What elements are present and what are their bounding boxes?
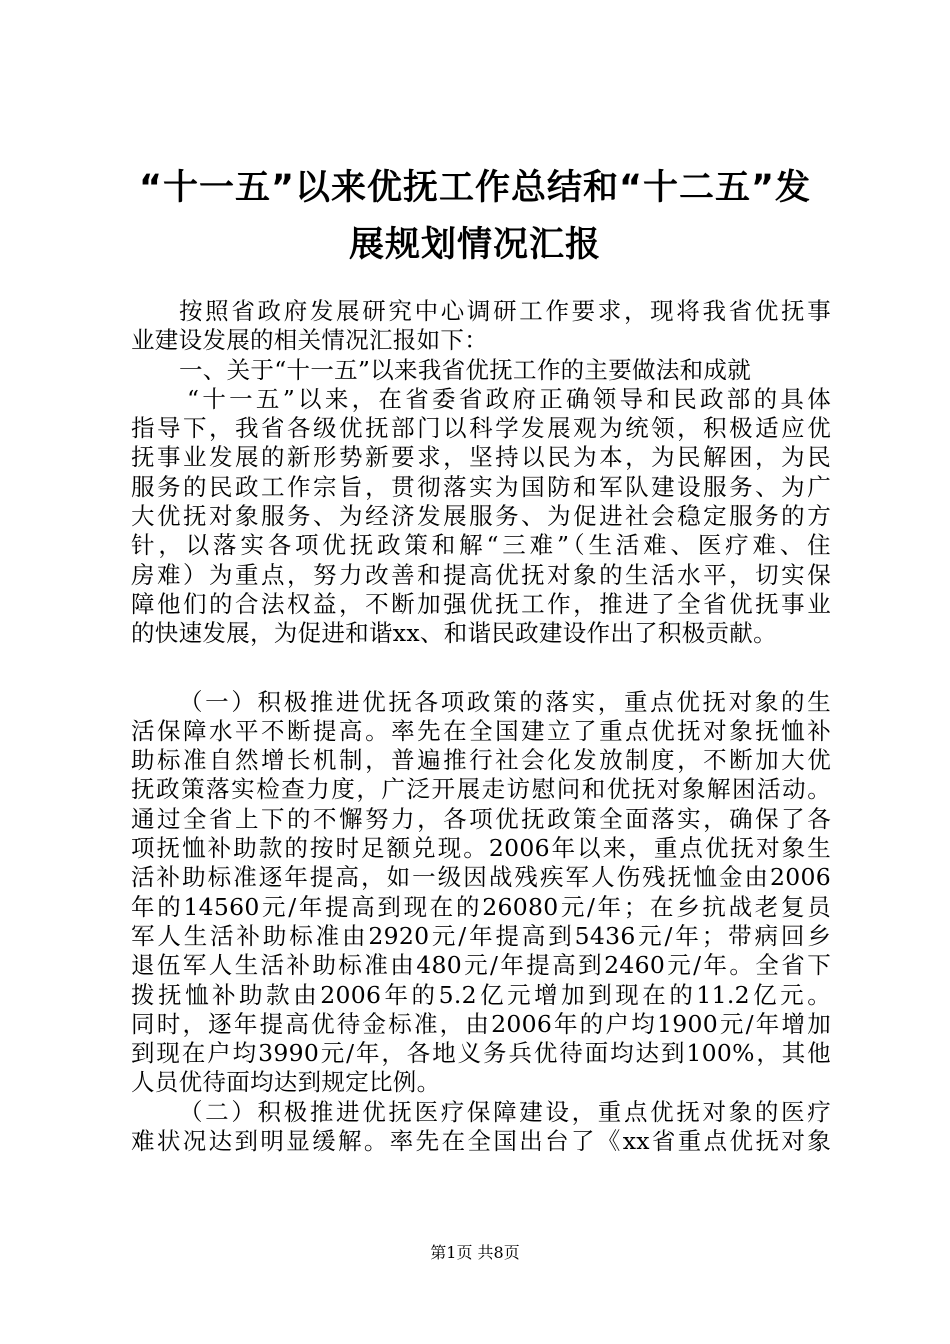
intro-line: 按照省政府发展研究中心调研工作要求，现将我省优抚事: [179, 297, 831, 325]
page-footer: 第1页 共8页: [430, 1243, 520, 1262]
subsection-line: 年的14560元/年提高到现在的26080元/年；在乡抗战老复员: [131, 892, 831, 921]
paragraph-line: 障他们的合法权益，不断加强优抚工作，推进了全省优抚事业: [131, 589, 831, 618]
subsection-line: 同时，逐年提高优待金标准，由2006年的户均1900元/年增加: [131, 1009, 831, 1038]
paragraph-line: 服务的民政工作宗旨，贯彻落实为国防和军队建设服务、为广: [131, 472, 831, 501]
paragraph-line: 指导下，我省各级优抚部门以科学发展观为统领，积极适应优: [131, 414, 831, 443]
intro-line: 业建设发展的相关情况汇报如下：: [131, 326, 488, 355]
document-title: [103, 160, 847, 274]
paragraph-line: 房难）为重点，努力改善和提高优抚对象的生活水平，切实保: [131, 560, 831, 589]
paragraph-line: 的快速发展，为促进和谐xx、和谐民政建设作出了积极贡献。: [131, 619, 777, 648]
title-line-2: 展规划情况汇报: [348, 225, 601, 265]
paragraph-line: 大优抚对象服务、为经济发展服务、为促进社会稳定服务的方: [131, 502, 831, 531]
paragraph-line: 抚事业发展的新形势新要求，坚持以民为本，为民解困，为民: [131, 443, 831, 472]
document-body: [131, 297, 831, 1156]
subsection-line: 活补助标准逐年提高，如一级因战残疾军人伤残抚恤金由2006: [131, 863, 831, 892]
subsection-line: 退伍军人生活补助标准由480元/年提高到2460元/年。全省下: [131, 951, 831, 980]
subsection-line: 难状况达到明显缓解。率先在全国出台了《xx省重点优抚对象: [131, 1127, 831, 1156]
subsection-line: 项抚恤补助款的按时足额兑现。2006年以来，重点优抚对象生: [131, 834, 831, 863]
subsection-line: （一）积极推进优抚各项政策的落实，重点优抚对象的生: [179, 687, 831, 716]
subsection-line: 活保障水平不断提高。率先在全国建立了重点优抚对象抚恤补: [131, 716, 831, 745]
title-line-1: “十一五”以来优抚工作总结和“十二五”发: [138, 168, 811, 208]
subsection-line: 到现在户均3990元/年，各地义务兵优待面均达到100%，其他: [131, 1039, 831, 1068]
subsection-line: 拨抚恤补助款由2006年的5.2亿元增加到现在的11.2亿元。: [131, 980, 831, 1009]
subsection-line: 通过全省上下的不懈努力，各项优抚政策全面落实，确保了各: [131, 804, 831, 833]
section-heading: 一、关于“十一五”以来我省优抚工作的主要做法和成就: [179, 355, 752, 384]
subsection-line: 军人生活补助标准由2920元/年提高到5436元/年；带病回乡: [131, 921, 831, 950]
paragraph-line: “十一五”以来，在省委省政府正确领导和民政部的具体: [187, 384, 831, 413]
paragraph-line: 针，以落实各项优抚政策和解“三难”（生活难、医疗难、住: [131, 531, 831, 560]
subsection-line: 助标准自然增长机制，普遍推行社会化发放制度，不断加大优: [131, 746, 831, 775]
paragraph-spacer: [131, 649, 831, 688]
subsection-line: （二）积极推进优抚医疗保障建设，重点优抚对象的医疗: [179, 1097, 831, 1126]
subsection-line: 人员优待面均达到规定比例。: [131, 1068, 441, 1097]
subsection-line: 抚政策落实检查力度，广泛开展走访慰问和优抚对象解困活动。: [131, 775, 831, 804]
